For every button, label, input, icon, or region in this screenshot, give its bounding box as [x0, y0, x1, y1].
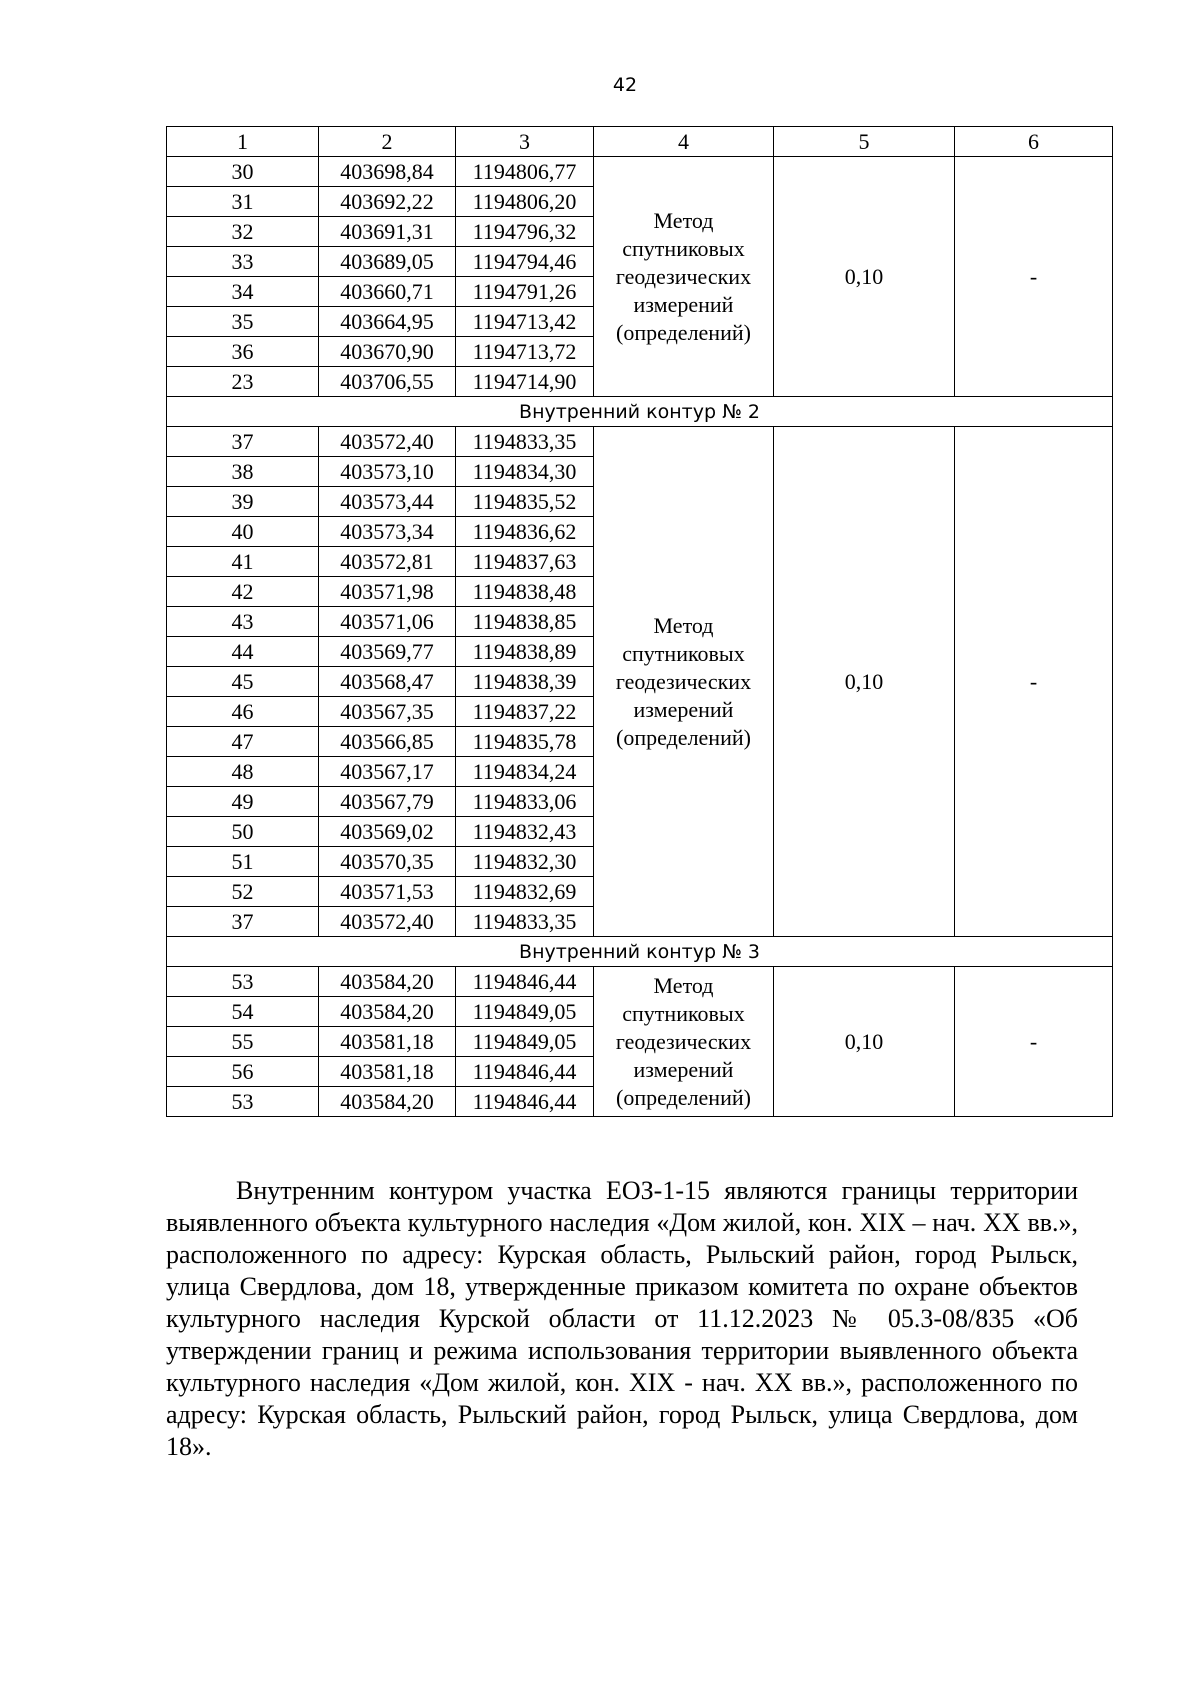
x-coordinate-cell: 403689,05 — [319, 247, 456, 277]
y-coordinate-cell: 1194832,43 — [456, 817, 594, 847]
y-coordinate-cell: 1194834,30 — [456, 457, 594, 487]
method-line: (определений) — [616, 724, 751, 750]
x-coordinate-cell: 403670,90 — [319, 337, 456, 367]
y-coordinate-cell: 1194834,24 — [456, 757, 594, 787]
point-number-cell: 54 — [167, 997, 319, 1027]
y-coordinate-cell: 1194836,62 — [456, 517, 594, 547]
x-coordinate-cell: 403573,34 — [319, 517, 456, 547]
point-number-cell: 34 — [167, 277, 319, 307]
table-row — [167, 427, 1113, 457]
y-coordinate-cell: 1194713,72 — [456, 337, 594, 367]
method-line: измерений — [633, 291, 734, 317]
point-number-cell: 33 — [167, 247, 319, 277]
y-coordinate-cell: 1194838,89 — [456, 637, 594, 667]
x-coordinate-cell: 403567,35 — [319, 697, 456, 727]
y-coordinate-cell: 1194838,39 — [456, 667, 594, 697]
method-line: геодезических — [615, 263, 752, 289]
section-title-row — [167, 937, 1113, 967]
point-number-cell: 40 — [167, 517, 319, 547]
x-coordinate-cell: 403573,44 — [319, 487, 456, 517]
x-coordinate-cell: 403584,20 — [319, 967, 456, 997]
coordinates-table — [166, 126, 1113, 1117]
point-number-cell: 23 — [167, 367, 319, 397]
page-number: 42 — [612, 74, 638, 96]
method-line: спутниковых — [622, 640, 745, 666]
method-line: спутниковых — [622, 235, 745, 261]
y-coordinate-cell: 1194833,06 — [456, 787, 594, 817]
column-header: 5 — [774, 127, 955, 157]
y-coordinate-cell: 1194849,05 — [456, 997, 594, 1027]
x-coordinate-cell: 403569,77 — [319, 637, 456, 667]
x-coordinate-cell: 403567,79 — [319, 787, 456, 817]
method-cell — [594, 427, 774, 937]
y-coordinate-cell: 1194838,85 — [456, 607, 594, 637]
x-coordinate-cell: 403584,20 — [319, 997, 456, 1027]
y-coordinate-cell: 1194849,05 — [456, 1027, 594, 1057]
point-number-cell: 31 — [167, 187, 319, 217]
point-number-cell: 30 — [167, 157, 319, 187]
point-number-cell: 44 — [167, 637, 319, 667]
accuracy-cell: 0,10 — [774, 427, 955, 937]
y-coordinate-cell: 1194832,30 — [456, 847, 594, 877]
y-coordinate-cell: 1194846,44 — [456, 1057, 594, 1087]
column-header: 6 — [955, 127, 1113, 157]
y-coordinate-cell: 1194806,77 — [456, 157, 594, 187]
column6-cell: - — [955, 157, 1113, 397]
method-line: Метод — [653, 972, 714, 998]
point-number-cell: 36 — [167, 337, 319, 367]
method-cell — [594, 157, 774, 397]
column6-cell: - — [955, 967, 1113, 1117]
point-number-cell: 53 — [167, 967, 319, 997]
x-coordinate-cell: 403660,71 — [319, 277, 456, 307]
point-number-cell: 53 — [167, 1087, 319, 1117]
section-title: Внутренний контур № 3 — [167, 937, 1113, 967]
x-coordinate-cell: 403570,35 — [319, 847, 456, 877]
point-number-cell: 55 — [167, 1027, 319, 1057]
table-row — [167, 967, 1113, 997]
method-line: Метод — [653, 207, 714, 233]
x-coordinate-cell: 403698,84 — [319, 157, 456, 187]
point-number-cell: 35 — [167, 307, 319, 337]
method-line: (определений) — [616, 319, 751, 345]
point-number-cell: 45 — [167, 667, 319, 697]
x-coordinate-cell: 403581,18 — [319, 1027, 456, 1057]
y-coordinate-cell: 1194837,63 — [456, 547, 594, 577]
point-number-cell: 48 — [167, 757, 319, 787]
point-number-cell: 43 — [167, 607, 319, 637]
point-number-cell: 37 — [167, 427, 319, 457]
column-header: 1 — [167, 127, 319, 157]
point-number-cell: 37 — [167, 907, 319, 937]
y-coordinate-cell: 1194846,44 — [456, 967, 594, 997]
y-coordinate-cell: 1194794,46 — [456, 247, 594, 277]
x-coordinate-cell: 403692,22 — [319, 187, 456, 217]
point-number-cell: 49 — [167, 787, 319, 817]
x-coordinate-cell: 403664,95 — [319, 307, 456, 337]
y-coordinate-cell: 1194835,52 — [456, 487, 594, 517]
point-number-cell: 32 — [167, 217, 319, 247]
y-coordinate-cell: 1194837,22 — [456, 697, 594, 727]
x-coordinate-cell: 403566,85 — [319, 727, 456, 757]
accuracy-cell: 0,10 — [774, 967, 955, 1117]
x-coordinate-cell: 403572,40 — [319, 907, 456, 937]
y-coordinate-cell: 1194833,35 — [456, 427, 594, 457]
x-coordinate-cell: 403572,81 — [319, 547, 456, 577]
point-number-cell: 50 — [167, 817, 319, 847]
x-coordinate-cell: 403567,17 — [319, 757, 456, 787]
point-number-cell: 46 — [167, 697, 319, 727]
y-coordinate-cell: 1194833,35 — [456, 907, 594, 937]
y-coordinate-cell: 1194838,48 — [456, 577, 594, 607]
column6-cell: - — [955, 427, 1113, 937]
y-coordinate-cell: 1194791,26 — [456, 277, 594, 307]
x-coordinate-cell: 403573,10 — [319, 457, 456, 487]
coordinates-table-body — [167, 127, 1113, 1117]
table-row — [167, 157, 1113, 187]
section-title-row — [167, 397, 1113, 427]
table-header-row — [167, 127, 1113, 157]
y-coordinate-cell: 1194714,90 — [456, 367, 594, 397]
section-title: Внутренний контур № 2 — [167, 397, 1113, 427]
point-number-cell: 38 — [167, 457, 319, 487]
method-line: измерений — [633, 1056, 734, 1082]
column-header: 3 — [456, 127, 594, 157]
x-coordinate-cell: 403569,02 — [319, 817, 456, 847]
method-line: спутниковых — [622, 1000, 745, 1026]
method-line: (определений) — [616, 1084, 751, 1110]
x-coordinate-cell: 403571,53 — [319, 877, 456, 907]
method-line: геодезических — [615, 668, 752, 694]
x-coordinate-cell: 403568,47 — [319, 667, 456, 697]
y-coordinate-cell: 1194806,20 — [456, 187, 594, 217]
y-coordinate-cell: 1194835,78 — [456, 727, 594, 757]
point-number-cell: 39 — [167, 487, 319, 517]
point-number-cell: 56 — [167, 1057, 319, 1087]
y-coordinate-cell: 1194796,32 — [456, 217, 594, 247]
method-cell — [594, 967, 774, 1117]
point-number-cell: 42 — [167, 577, 319, 607]
point-number-cell: 41 — [167, 547, 319, 577]
method-line: измерений — [633, 696, 734, 722]
x-coordinate-cell: 403581,18 — [319, 1057, 456, 1087]
x-coordinate-cell: 403571,06 — [319, 607, 456, 637]
method-line: Метод — [653, 612, 714, 638]
x-coordinate-cell: 403706,55 — [319, 367, 456, 397]
column-header: 2 — [319, 127, 456, 157]
x-coordinate-cell: 403572,40 — [319, 427, 456, 457]
accuracy-cell: 0,10 — [774, 157, 955, 397]
body-paragraph: Внутренним контуром участка ЕОЗ-1-15 являются границы территории выявленного объекта культурного наследия «Дом жилой, кон. XIX – нач. XX вв.», расположенного по адресу: Курская область, Рыльский район, город Рыльск, улица Свердлова, дом 18, утвержденные приказом комитета по охране объектов культурного наследия Курской области от 11.12.2023 № 05.3-08/835 «Об утверждении границ и режима использования территории выявленного объекта культурного наследия «Дом жилой, кон. XIX - нач. XX вв.», расположенного по адресу: Курская область, Рыльский район, город Рыльск, улица Свердлова, дом 18». — [166, 1176, 1078, 1461]
y-coordinate-cell: 1194713,42 — [456, 307, 594, 337]
y-coordinate-cell: 1194846,44 — [456, 1087, 594, 1117]
column-header: 4 — [594, 127, 774, 157]
y-coordinate-cell: 1194832,69 — [456, 877, 594, 907]
method-line: геодезических — [615, 1028, 752, 1054]
point-number-cell: 52 — [167, 877, 319, 907]
x-coordinate-cell: 403691,31 — [319, 217, 456, 247]
x-coordinate-cell: 403584,20 — [319, 1087, 456, 1117]
point-number-cell: 51 — [167, 847, 319, 877]
point-number-cell: 47 — [167, 727, 319, 757]
x-coordinate-cell: 403571,98 — [319, 577, 456, 607]
